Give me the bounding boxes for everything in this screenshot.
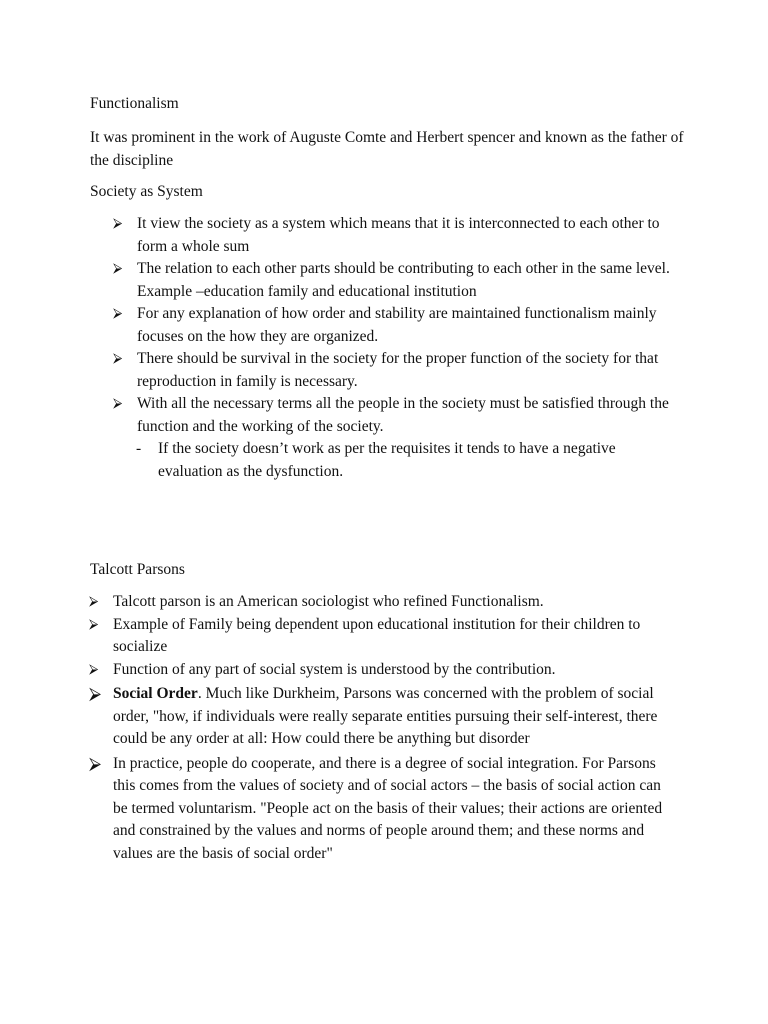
dash-bullet-icon: - — [136, 440, 142, 457]
arrow-bullet-icon: ⮚ — [89, 661, 99, 677]
list-item: ⮚ It view the society as a system which means that it is interconnected to each other to form a whole sum — [113, 215, 660, 255]
intro-paragraph: It was prominent in the work of Auguste Comte and Herbert spencer and known as the father of the discipline — [90, 129, 684, 169]
heading-functionalism: Functionalism — [90, 95, 179, 112]
in-practice-text: In practice, people do cooperate, and there is a degree of social integration. For Parsons this comes from the values of society and of social actors – the basis of social action can be termed voluntarism. "People act on the basis of their values; their actions are oriented and constrained by the values and norms of people around them; and these norms and values are the basis of social order" — [113, 754, 663, 862]
arrow-bullet-icon: ⮚ — [89, 594, 99, 609]
list-item: ⮚ For any explanation of how order and stability are maintained functionalism mainly focuses on the how they are organized. — [113, 305, 657, 345]
list-item: ⮚ Talcott parson is an American sociologist who refined Functionalism. — [113, 591, 673, 614]
list-item-in-practice — [89, 753, 673, 866]
arrow-bullet-icon: ⮚ — [113, 306, 123, 321]
list-item: ⮚ Example of Family being dependent upon educational institution for their children to socialize — [89, 615, 641, 655]
arrow-bullet-icon: ⮚ — [89, 616, 99, 632]
arrow-bullet-icon: ⮚ — [113, 396, 123, 411]
society-system-list — [113, 213, 682, 483]
social-order-label: Social Order — [113, 685, 198, 702]
arrow-bullet-icon: ⮚ — [113, 216, 123, 231]
arrow-bullet-icon: ⮚ — [89, 753, 102, 774]
list-item-social-order — [89, 683, 673, 751]
sub-list-item: - If the society doesn’t work as per the requisites it tends to have a negative evaluation as the dysfunction. — [136, 440, 616, 480]
arrow-bullet-icon: ⮚ — [113, 261, 123, 276]
arrow-bullet-icon: ⮚ — [89, 684, 102, 704]
heading-society-as-system: Society as System — [90, 183, 203, 200]
arrow-bullet-icon: ⮚ — [113, 351, 123, 366]
heading-talcott-parsons: Talcott Parsons — [90, 561, 185, 578]
social-order-text: . Much like Durkheim, Parsons was concerned with the problem of social order, "how, if individuals were really separate entities pursuing their self-interest, there could be any order at all: How could there be anything but disorder — [113, 685, 658, 747]
talcott-parsons-list — [89, 591, 673, 865]
list-item: ⮚ Function of any part of social system is understood by the contribution. — [113, 659, 673, 682]
list-item: ⮚ There should be survival in the society for the proper function of the society for that reproduction in family is necessary. — [113, 350, 659, 390]
list-item: ⮚ With all the necessary terms all the people in the society must be satisfied through the function and the working of the society. — [113, 395, 669, 435]
list-item: ⮚ The relation to each other parts should be contributing to each other in the same level. Example –education family and educational institution — [113, 260, 670, 300]
